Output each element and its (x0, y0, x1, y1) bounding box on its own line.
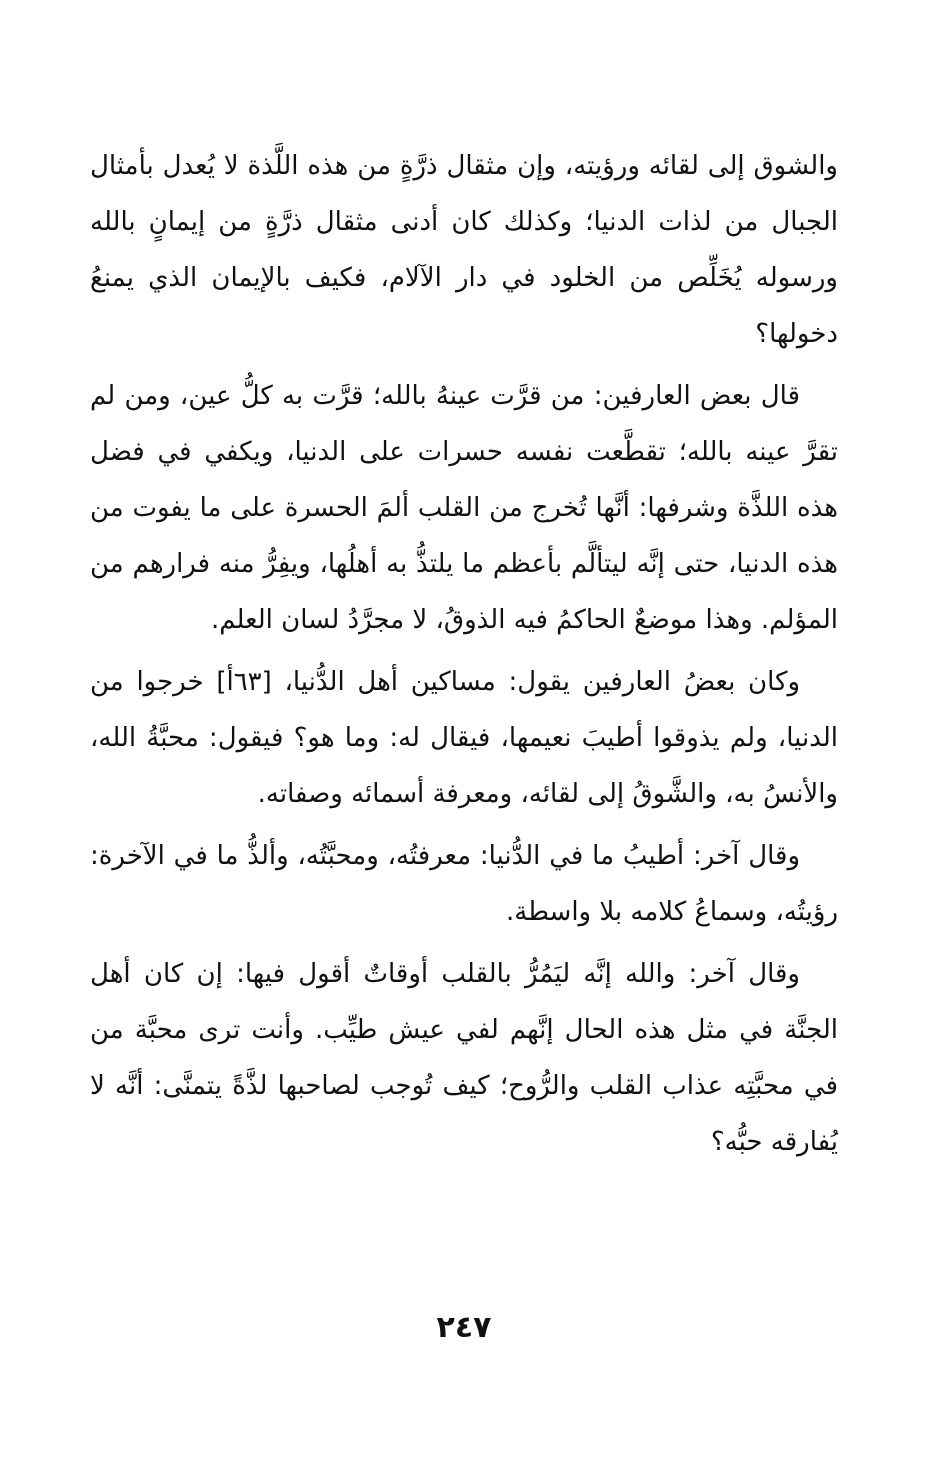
page-number: ٢٤٧ (436, 1310, 492, 1345)
paragraph-5: وقال آخر: والله إنَّه ليَمُرُّ بالقلب أوقاتٌ أقول فيها: إن كان أهل الجنَّة في مثل هذه الحال إنَّهم لفي عيش طيِّب. وأنت ترى محبَّة من في محبَّتِه عذاب القلب والرُّوح؛ كيف تُوجب لصاحبها لذَّةً يتمنَّى: أنَّه لا يُفارقه حبُّه؟ (90, 959, 838, 1157)
document-body (90, 138, 838, 1170)
paragraph-1: والشوق إلى لقائه ورؤيته، وإن مثقال ذرَّةٍ من هذه اللَّذة لا يُعدل بأمثال الجبال من لذات الدنيا؛ وكذلك كان أدنى مثقال ذرَّةٍ من إيمانٍ بالله ورسوله يُخَلِّص من الخلود في دار الآلام، فكيف بالإيمان الذي يمنعُ دخولها؟ (90, 151, 838, 349)
paragraph-2: قال بعض العارفين: من قرَّت عينهُ بالله؛ قرَّت به كلُّ عين، ومن لم تقرَّ عينه بالله؛ تقطَّعت نفسه حسرات على الدنيا، ويكفي في فضل هذه اللذَّة وشرفها: أنَّها تُخرج من القلب ألمَ الحسرة على ما يفوت من هذه الدنيا، حتى إنَّه ليتألَّم بأعظم ما يلتذُّ به أهلُها، ويفِرُّ منه فرارهم من المؤلم. وهذا موضعٌ الحاكمُ فيه الذوقُ، لا مجرَّدُ لسان العلم. (90, 381, 838, 635)
paragraph-4: وقال آخر: أطيبُ ما في الدُّنيا: معرفتُه، ومحبَّتُه، وألذُّ ما في الآخرة: رؤيتُه، وسماعُ كلامه بلا واسطة. (90, 841, 838, 927)
paragraph-3: وكان بعضُ العارفين يقول: مساكين أهل الدُّنيا، [٦٣أ] خرجوا من الدنيا، ولم يذوقوا أطيبَ نعيمها، فيقال له: وما هو؟ فيقول: محبَّةُ الله، والأنسُ به، والشَّوقُ إلى لقائه، ومعرفة أسمائه وصفاته. (90, 667, 838, 809)
